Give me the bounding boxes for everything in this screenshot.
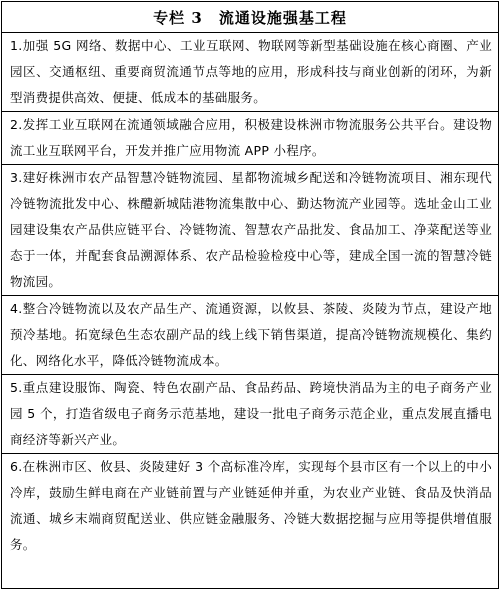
list-item-3: 3.建好株洲市农产品智慧冷链物流园、星都物流城乡配送和冷链物流项目、湘东现代冷链物流批发中心、株醴新城陆港物流集散中心、勤达物流产业园等。选址金山工业园建设集农产品供应链平台、冷链物流、智慧农产品批发、食品加工、净菜配送等业态于一体，并配套食品溯源体系、农产品检验检疫中心等，建成全国一流的智慧冷链物流园。	[2, 164, 498, 295]
list-item-6: 6.在株洲市区、攸县、炎陵建好 3 个高标准冷库，实现每个县市区有一个以上的中小冷库，鼓励生鲜电商在产业链前置与产业链延伸并重，为农业产业链、食品及快消品流通、城乡末端商贸配送业、供应链金融服务、冷链大数据挖掘与应用等提供增值服务。	[2, 453, 498, 558]
list-item-2: 2.发挥工业互联网在流通领域融合应用，积极建设株洲市物流服务公共平台。建设物流工业互联网平台，开发并推广应用物流 APP 小程序。	[2, 111, 498, 164]
box-title: 专栏 3 流通设施强基工程	[2, 2, 498, 33]
feature-box	[1, 1, 499, 589]
list-item-5: 5.重点建设服饰、陶瓷、特色农副产品、食品药品、跨境快消品为主的电子商务产业园 5 个，打造省级电子商务示范基地，建设一批电子商务示范企业，重点发展直播电商经济等新兴产业。	[2, 374, 498, 453]
list-item-1: 1.加强 5G 网络、数据中心、工业互联网、物联网等新型基础设施在核心商圈、产业园区、交通枢纽、重要商贸流通节点等地的应用，形成科技与商业创新的闭环，为新型消费提供高效、便捷、低成本的基础服务。	[10, 38, 492, 105]
list-item-4: 4.整合冷链物流以及农产品生产、流通资源，以攸县、茶陵、炎陵为节点，建设产地预冷基地。拓宽绿色生态农副产品的线上线下销售渠道，提高冷链物流规模化、集约化、网络化水平，降低冷链物流成本。	[2, 295, 498, 374]
